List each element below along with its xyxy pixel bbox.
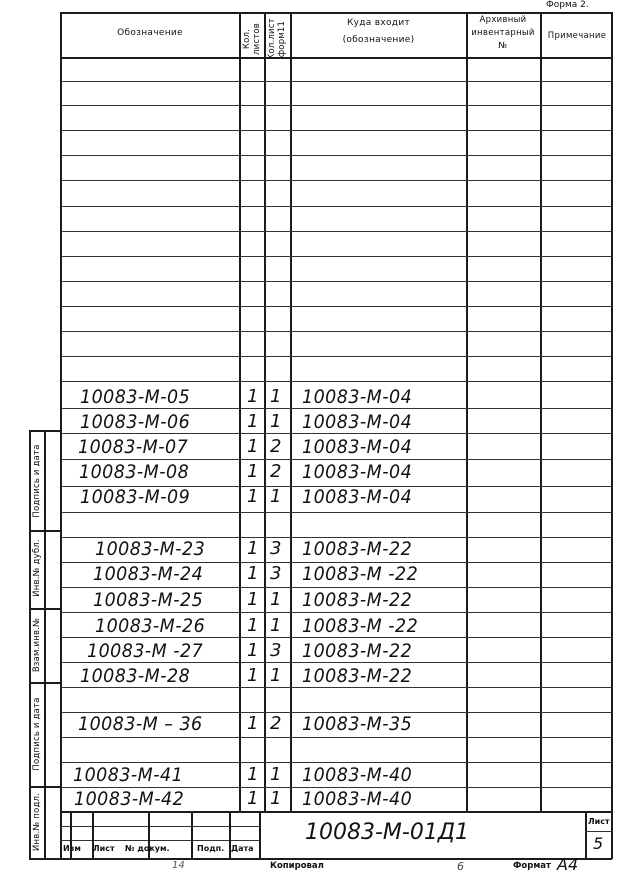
row-line	[61, 81, 611, 82]
row-designation: 10083-М-05	[80, 386, 191, 408]
row-where-used: 10083-М-04	[302, 386, 413, 408]
header-sheets-count: Кол. листов	[242, 23, 262, 55]
row-line	[61, 281, 611, 282]
row-line	[61, 155, 611, 156]
row-sheets: 1	[247, 788, 259, 809]
row-sheets: 1	[247, 764, 259, 785]
form-label: Форма 2.	[546, 0, 589, 10]
header-where-used: Куда входит (обозначение)	[342, 18, 415, 45]
row-designation: 10083-М-08	[79, 461, 190, 483]
row-line	[61, 105, 611, 106]
side-label-signature-date-1: Подпись и дата	[32, 444, 42, 518]
header-designation: Обозначение	[117, 28, 183, 38]
row-sheets-f11: 1	[270, 486, 282, 507]
row-sheets: 1	[247, 486, 259, 507]
footer-format-label: Формат	[513, 861, 551, 871]
footer-format-value: А4	[557, 855, 579, 874]
row-sheets-f11: 1	[270, 788, 282, 809]
row-designation: 10083-М – 36	[78, 713, 203, 735]
row-designation: 10083-М-26	[95, 615, 206, 637]
stamp-list: Лист	[93, 844, 115, 853]
row-designation: 10083-М-28	[80, 665, 191, 687]
row-sheets: 1	[247, 615, 259, 636]
row-line	[61, 512, 611, 513]
row-line	[61, 206, 611, 207]
row-designation: 10083-М-25	[93, 589, 204, 611]
row-sheets: 1	[247, 563, 259, 584]
row-where-used: 10083-М -22	[302, 563, 419, 585]
row-where-used: 10083-М-40	[302, 764, 413, 786]
row-line	[61, 737, 611, 738]
row-sheets: 1	[247, 713, 259, 734]
row-line	[61, 637, 611, 638]
row-sheets-f11: 2	[270, 461, 282, 482]
row-sheets-f11: 1	[270, 411, 282, 432]
row-sheets: 1	[247, 386, 259, 407]
row-sheets: 1	[247, 589, 259, 610]
header-archive-number: Архивный инвентарный №	[471, 15, 535, 51]
row-line	[61, 130, 611, 131]
row-where-used: 10083-М-04	[302, 436, 413, 458]
row-designation: 10083-М-09	[80, 486, 191, 508]
row-where-used: 10083-М-04	[302, 486, 413, 508]
row-where-used: 10083-М-22	[302, 538, 413, 560]
row-designation: 10083-М -27	[87, 640, 204, 662]
row-sheets: 1	[247, 538, 259, 559]
row-sheets-f11: 1	[270, 615, 282, 636]
row-designation: 10083-М-42	[74, 788, 185, 810]
row-line	[61, 306, 611, 307]
row-sheets-f11: 1	[270, 764, 282, 785]
row-line	[61, 381, 611, 382]
stamp-izm: Изм	[63, 844, 81, 853]
footer-copied: Копировал	[270, 861, 324, 871]
row-line	[61, 612, 611, 613]
row-sheets: 1	[247, 411, 259, 432]
stamp-sheet-number: 5	[593, 834, 604, 853]
row-designation: 10083-М-23	[95, 538, 206, 560]
row-sheets: 1	[247, 461, 259, 482]
row-line	[61, 256, 611, 257]
stamp-doc-no: № докум.	[125, 844, 170, 853]
row-designation: 10083-М-07	[78, 436, 189, 458]
side-label-replace-inv: Взам.инв.№	[32, 617, 42, 673]
row-line	[61, 687, 611, 688]
row-designation: 10083-М-06	[80, 411, 191, 433]
stamp-sign: Подп.	[197, 844, 225, 853]
margin-note-left: 14	[172, 860, 185, 871]
row-line	[61, 587, 611, 588]
row-sheets-f11: 3	[270, 538, 282, 559]
side-label-inv-dup: Инв.№ дубл.	[32, 539, 42, 597]
row-where-used: 10083-М-22	[302, 589, 413, 611]
row-where-used: 10083-М-22	[302, 640, 413, 662]
row-where-used: 10083-М-35	[302, 713, 413, 735]
row-line	[61, 459, 611, 460]
row-where-used: 10083-М-04	[302, 461, 413, 483]
row-sheets-f11: 1	[270, 386, 282, 407]
row-line	[61, 662, 611, 663]
row-designation: 10083-М-41	[73, 764, 184, 786]
row-sheets-f11: 2	[270, 436, 282, 457]
row-sheets-f11: 3	[270, 563, 282, 584]
row-line	[61, 180, 611, 181]
row-where-used: 10083-М-22	[302, 665, 413, 687]
row-where-used: 10083-М -22	[302, 615, 419, 637]
row-line	[61, 231, 611, 232]
header-note: Примечание	[547, 31, 607, 41]
row-line	[61, 762, 611, 763]
row-sheets-f11: 1	[270, 665, 282, 686]
margin-note-mid: 6	[457, 860, 464, 873]
row-designation: 10083-М-24	[93, 563, 204, 585]
row-where-used: 10083-М-04	[302, 411, 413, 433]
row-sheets: 1	[247, 665, 259, 686]
row-line	[61, 331, 611, 332]
side-label-inv-orig: Инв.№ подл.	[32, 792, 42, 852]
row-sheets-f11: 3	[270, 640, 282, 661]
row-where-used: 10083-М-40	[302, 788, 413, 810]
row-sheets: 1	[247, 640, 259, 661]
stamp-date: Дата	[231, 844, 254, 853]
stamp-document-code: 10083-М-01Д1	[305, 820, 470, 845]
row-line	[61, 356, 611, 357]
header-sheets-form11: Кол.лист форм11	[267, 18, 287, 60]
side-label-signature-date-2: Подпись и дата	[32, 697, 42, 771]
row-sheets: 1	[247, 436, 259, 457]
row-line	[61, 433, 611, 434]
stamp-sheet-label: Лист	[588, 817, 610, 826]
row-sheets-f11: 2	[270, 713, 282, 734]
row-sheets-f11: 1	[270, 589, 282, 610]
row-line	[61, 408, 611, 409]
